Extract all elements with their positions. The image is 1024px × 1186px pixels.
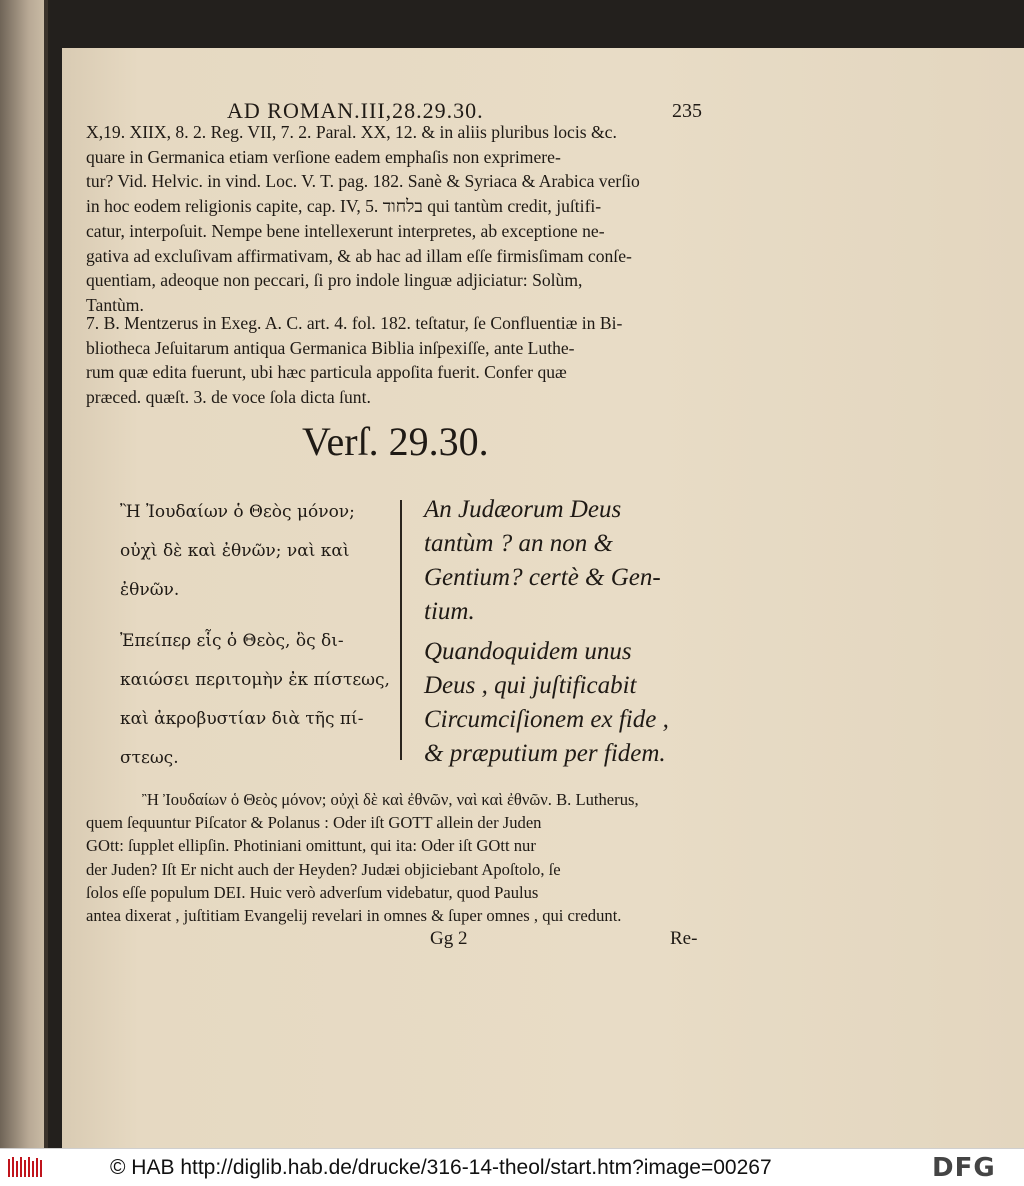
body-paragraph [86, 120, 706, 318]
text-line: gativa ad excluſivam affirmativam, & ab hac ad illam eſſe firmisſimam conſe- [86, 245, 632, 266]
latin-line: Gentium? certè & Gen- [424, 564, 661, 591]
latin-line: Deus , qui juſtificabit [424, 672, 637, 699]
text-line: quem ſequuntur Piſcator & Polanus : Oder iſt GOTT allein der Juden [86, 813, 542, 833]
text-line: rum quæ edita fuerunt, ubi hæc particula appoſita fuerit. Confer quæ [86, 362, 567, 383]
greek-line: Ἐπείπερ εἷς ὁ Θεὸς, ὃς δι- [120, 631, 344, 651]
text-line: GOtt: ſupplet ellipſin. Photiniani omittunt, qui ita: Oder iſt GOtt nur [86, 836, 536, 856]
catchword: Re- [670, 928, 698, 949]
latin-verse-column [424, 493, 724, 771]
text-line: quentiam, adeoque non peccari, ſi pro indole linguæ adjiciatur: Solùm, [86, 270, 583, 291]
latin-line: tium. [424, 598, 475, 625]
text-line: catur, interpoſuit. Nempe bene intellexerunt interpretes, ab exceptione ne- [86, 220, 605, 241]
page-number: 235 [672, 100, 702, 122]
paragraph-seven [86, 311, 706, 410]
text-line: Ἢ Ἰουδαίων ὁ Θεὸς μόνον; οὐχὶ δὲ καὶ ἐθνῶν, ναὶ καὶ ἐθνῶν. B. Lutherus, [142, 790, 639, 809]
latin-line: Circumciſionem ex fide , [424, 706, 669, 733]
latin-line: Quandoquidem unus [424, 638, 632, 665]
greek-line: οὐχὶ δὲ καὶ ἐθνῶν; ναὶ καὶ [120, 541, 350, 561]
text-line: præced. quæſt. 3. de voce ſola dicta ſunt. [86, 387, 371, 408]
latin-line: & præputium per fidem. [424, 740, 666, 767]
section-heading: Verſ. 29.30. [302, 419, 489, 464]
column-divider [400, 500, 402, 640]
viewer-footer [0, 1148, 1024, 1186]
greek-line: ἐθνῶν. [120, 580, 180, 600]
text-line: quare in Germanica etiam verſione eadem emphaſis non exprimere- [86, 146, 561, 167]
greek-line: καὶ ἀκροβυστίαν διὰ τῆς πί- [120, 709, 364, 729]
text-line: in hoc eodem religionis capite, cap. IV, 5. בלחוד qui tantùm credit, juſtifi- [86, 196, 602, 217]
copyright-link[interactable]: © HAB http://diglib.hab.de/drucke/316-14-theol/start.htm?image=00267 [110, 1156, 772, 1179]
running-head: AD ROMAN.III,28.29.30. [227, 98, 484, 123]
text-line: Tantùm. [86, 294, 144, 315]
signature-mark: Gg 2 [430, 928, 468, 949]
book-page [62, 48, 1024, 1148]
greek-verse-column [120, 493, 440, 778]
text-line: 7. B. Mentzerus in Exeg. A. C. art. 4. fol. 182. teſtatur, ſe Confluentiæ in Bi- [86, 313, 623, 333]
latin-line: An Judæorum Deus [424, 496, 622, 523]
commentary-paragraph [86, 788, 706, 927]
greek-line: Ἢ Ἰουδαίων ὁ Θεὸς μόνον; [120, 502, 355, 522]
greek-line: καιώσει περιτομὴν ἐκ πίστεως, [120, 670, 390, 690]
text-line: X,19. XIIX, 8. 2. Reg. VII, 7. 2. Paral. XX, 12. & in aliis pluribus locis &c. [86, 122, 617, 142]
text-line: der Juden? Iſt Er nicht auch der Heyden? Judæi objiciebant Apoſtolo, ſe [86, 859, 561, 879]
column-divider [400, 630, 402, 760]
text-line: antea dixerat , juſtitiam Evangelij revelari in omnes & ſuper omnes , qui credunt. [86, 906, 622, 926]
latin-line: tantùm ? an non & [424, 530, 613, 557]
greek-line: στεως. [120, 748, 179, 768]
hab-logo-icon [6, 1155, 46, 1181]
text-line: bliotheca Jeſuitarum antiqua Germanica Biblia inſpexiſſe, ante Luthe- [86, 337, 575, 358]
dfg-logo: DFG [932, 1153, 996, 1183]
adjacent-page-edge [0, 0, 48, 1148]
text-line: ſolos eſſe populum DEI. Huic verò adverſum videbatur, quod Paulus [86, 882, 539, 902]
text-line: tur? Vid. Helvic. in vind. Loc. V. T. pag. 182. Sanè & Syriaca & Arabica verſio [86, 171, 640, 192]
